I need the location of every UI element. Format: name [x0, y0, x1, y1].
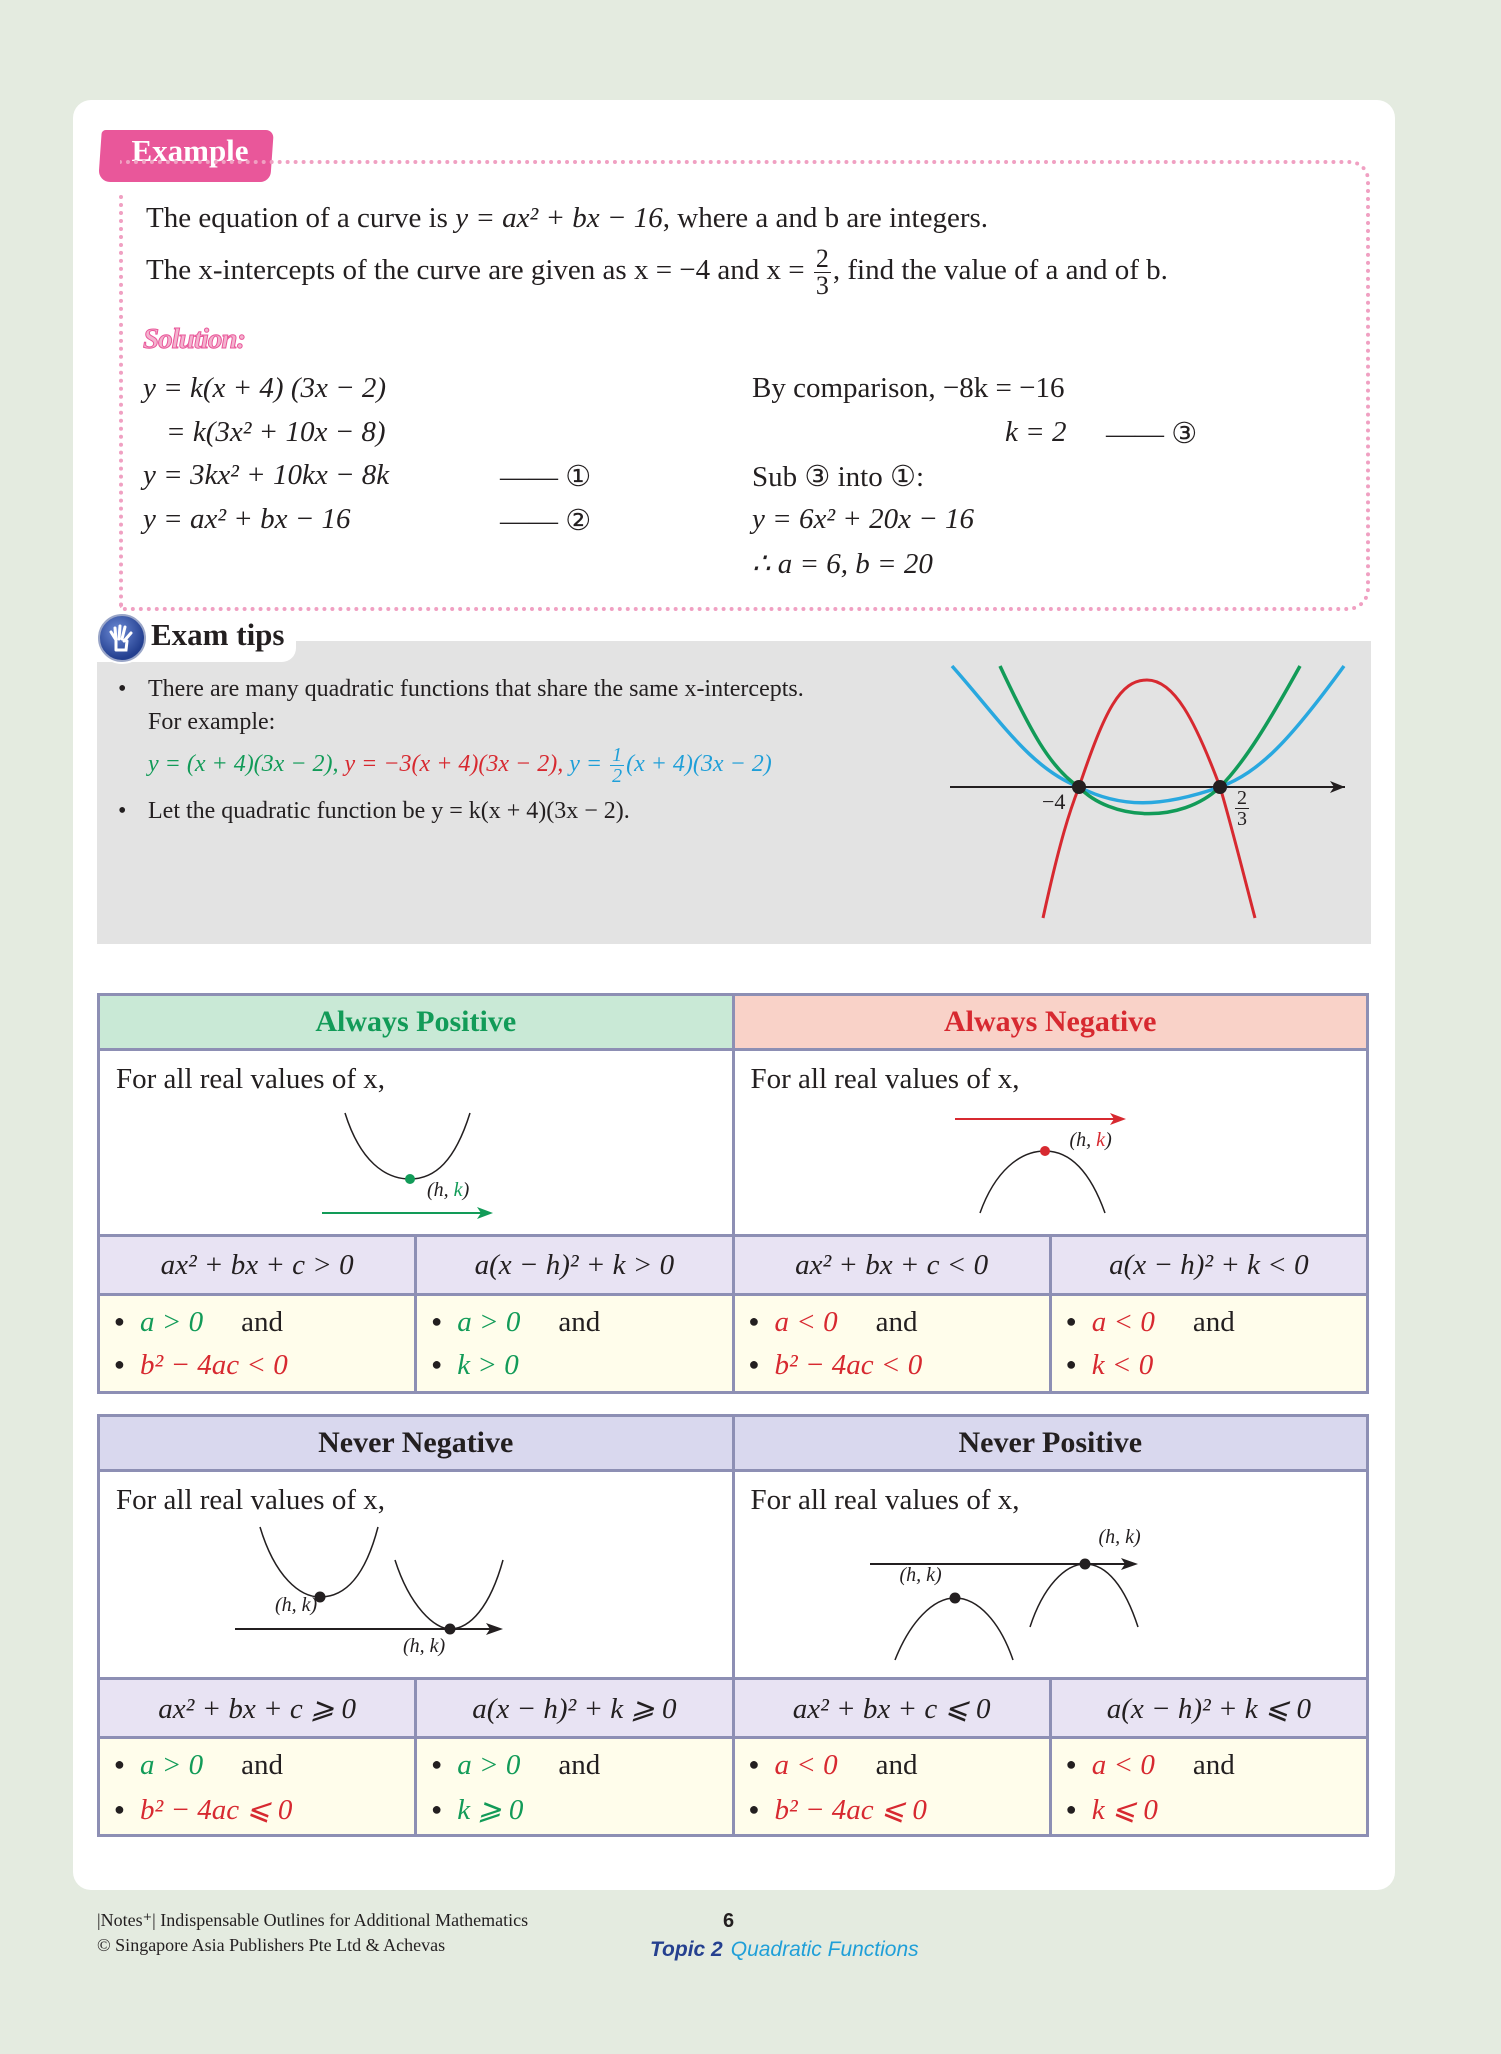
condition-a: a > 0: [457, 1306, 521, 1338]
pic-label-text: For all real values of x,: [750, 1063, 1020, 1095]
conditions-cell: ● a < 0 and ● k ⩽ 0: [1049, 1739, 1366, 1834]
example-function-green: y = (x + 4)(3x − 2),: [148, 751, 339, 778]
and-label: and: [241, 1306, 283, 1338]
formula-general-ge: ax² + bx + c ⩾ 0: [158, 1692, 356, 1725]
tip-bullet-2: • Let the quadratic function be y = k(x + 4)(3x − 2).: [118, 798, 630, 824]
condition-discriminant: b² − 4ac ⩽ 0: [774, 1794, 927, 1826]
example-box-left-border: [119, 195, 123, 607]
footer-copyright: © Singapore Asia Publishers Pte Ltd & Achevas: [97, 1935, 446, 1955]
conditions-cell: ● a > 0 and ● k > 0: [414, 1296, 731, 1391]
formula-vertex-gt: a(x − h)² + k > 0: [414, 1237, 731, 1293]
tip-text: There are many quadratic functions that share the same x-intercepts.: [148, 676, 804, 702]
and-label: and: [558, 1306, 601, 1338]
pic-label-text: For all real values of x,: [116, 1063, 385, 1095]
formula-vertex-ge: a(x − h)² + k ⩾ 0: [414, 1680, 731, 1736]
equation-ref-3: —— ③: [1106, 418, 1198, 450]
conditions-cell: ● a < 0 and ● k < 0: [1049, 1296, 1366, 1391]
fraction-denominator: 3: [1237, 808, 1247, 830]
page-number: 6: [723, 1910, 735, 1932]
pic-label-text: For all real values of x,: [116, 1484, 385, 1516]
condition-discriminant: b² − 4ac ⩽ 0: [140, 1794, 293, 1826]
solution-step-3: y = 3kx² + 10kx − 8k: [143, 459, 390, 491]
condition-discriminant: b² − 4ac < 0: [140, 1349, 288, 1381]
solution-answer: ∴ a = 6, b = 20: [752, 548, 933, 580]
condition-k: k ⩽ 0: [1091, 1794, 1158, 1826]
formula-vertex-lt: a(x − h)² + k < 0: [1049, 1237, 1366, 1293]
solution-comparison: By comparison, −8k = −16: [752, 372, 1065, 404]
parabolas-graph: [940, 650, 1360, 930]
question-line-2: [146, 246, 1168, 299]
example-function-red: y = −3(x + 4)(3x − 2),: [344, 751, 564, 778]
tip-for-example: For example:: [148, 709, 276, 735]
conditions-cell: ● a < 0 and ● b² − 4ac < 0: [732, 1296, 1049, 1391]
tip-bullet-1: • There are many quadratic functions that share the same x-intercepts.: [118, 676, 804, 702]
diagram-always-negative: For all real values of x, (h, k): [732, 1051, 1367, 1234]
and-label: and: [875, 1749, 918, 1781]
and-label: and: [875, 1306, 918, 1338]
and-label: and: [241, 1749, 283, 1781]
and-label: and: [1192, 1306, 1235, 1338]
exam-tips-title: Exam tips: [151, 617, 285, 652]
example-label: Example: [131, 133, 249, 168]
header-always-negative: Always Negative: [732, 996, 1367, 1048]
question-text: , where a and b are integers.: [662, 202, 989, 234]
function-suffix: (x + 4)(3x − 2): [626, 751, 772, 778]
fraction-denominator: 3: [815, 271, 829, 300]
conditions-cell: ● a > 0 and ● k ⩾ 0: [414, 1739, 731, 1834]
solution-k-value: k = 2: [1005, 416, 1067, 448]
conditions-cell: ● a > 0 and ● b² − 4ac < 0: [114, 1306, 288, 1381]
header-always-positive: Always Positive: [100, 996, 732, 1048]
diagram-never-negative: For all real values of x, (h, k) (h, k): [100, 1472, 732, 1677]
fraction: [610, 745, 624, 786]
fraction: [814, 246, 831, 299]
question-text: The equation of a curve is: [146, 202, 456, 234]
condition-discriminant: b² − 4ac < 0: [774, 1349, 923, 1381]
pic-label-text: For all real values of x,: [750, 1484, 1020, 1516]
footer-topic: [650, 1938, 919, 1962]
question-text: The x-intercepts of the curve are given as x = −4 and x =: [146, 254, 812, 287]
tip-text: Let the quadratic function be y = k(x + 4)(3x − 2).: [148, 798, 630, 824]
condition-a: a < 0: [1091, 1749, 1155, 1781]
formula-general-le: ax² + bx + c ⩽ 0: [732, 1680, 1049, 1736]
intercept-left-label: −4: [1042, 789, 1066, 814]
fraction-numerator: 2: [815, 244, 829, 273]
formula-vertex-le: a(x − h)² + k ⩽ 0: [1049, 1680, 1366, 1736]
sign-table-nonstrict: [97, 1414, 1369, 1837]
solution-step-2: = k(3x² + 10x − 8): [166, 416, 386, 448]
fraction-numerator: 1: [612, 744, 623, 766]
question-equation: y = ax² + bx − 16: [455, 202, 663, 234]
conditions-cell: ● a > 0 and ● b² − 4ac ⩽ 0: [114, 1749, 293, 1826]
condition-a: a < 0: [774, 1749, 838, 1781]
function-prefix: y =: [569, 751, 609, 778]
condition-k: k < 0: [1091, 1349, 1154, 1381]
formula-general-lt: ax² + bx + c < 0: [732, 1237, 1049, 1293]
solution-label: Solution:: [143, 323, 246, 355]
diagram-never-positive: For all real values of x, (h, k) (h, k): [732, 1472, 1367, 1677]
downward-parabola-diagram: [735, 1051, 1368, 1234]
fraction-denominator: 2: [612, 765, 623, 787]
intercept-right-label: [1235, 788, 1249, 829]
condition-a: a < 0: [1091, 1306, 1155, 1338]
tip-examples: [148, 745, 772, 786]
conditions-cell: ● a < 0 and ● b² − 4ac ⩽ 0: [732, 1739, 1049, 1834]
condition-a: a > 0: [457, 1749, 521, 1781]
question-line-1: [146, 202, 988, 235]
condition-a: a > 0: [140, 1749, 204, 1781]
header-never-negative: Never Negative: [100, 1417, 732, 1469]
solution-substitute: Sub ③ into ①:: [752, 461, 925, 493]
and-label: and: [1192, 1749, 1235, 1781]
footer-book-title: |Notes⁺| Indispensable Outlines for Additional Mathematics: [97, 1910, 529, 1930]
equation-ref-1: —— ①: [500, 461, 592, 493]
solution-step-4: y = ax² + bx − 16: [143, 503, 351, 535]
condition-k: k ⩾ 0: [457, 1794, 524, 1826]
header-never-positive: Never Positive: [732, 1417, 1367, 1469]
question-text: , find the value of a and of b.: [832, 254, 1168, 287]
condition-a: a > 0: [140, 1306, 204, 1338]
topic-name: Quadratic Functions: [730, 1938, 919, 1961]
hand-icon: [98, 614, 146, 662]
fraction-numerator: 2: [1237, 787, 1247, 809]
condition-a: a < 0: [774, 1306, 838, 1338]
solution-step-1: y = k(x + 4) (3x − 2): [143, 372, 387, 404]
example-function-blue: [569, 744, 772, 787]
solution-result-equation: y = 6x² + 20x − 16: [752, 503, 975, 535]
sign-table-strict: [97, 993, 1369, 1394]
condition-k: k > 0: [457, 1349, 519, 1381]
downward-parabolas-diagram: [735, 1472, 1368, 1677]
formula-general-gt: ax² + bx + c > 0: [160, 1248, 354, 1281]
upward-parabola-diagram: [100, 1051, 733, 1234]
and-label: and: [558, 1749, 601, 1781]
diagram-always-positive: For all real values of x, (h, k): [100, 1051, 732, 1234]
topic-label: Topic 2: [650, 1938, 723, 1961]
equation-ref-2: —— ②: [500, 505, 592, 537]
